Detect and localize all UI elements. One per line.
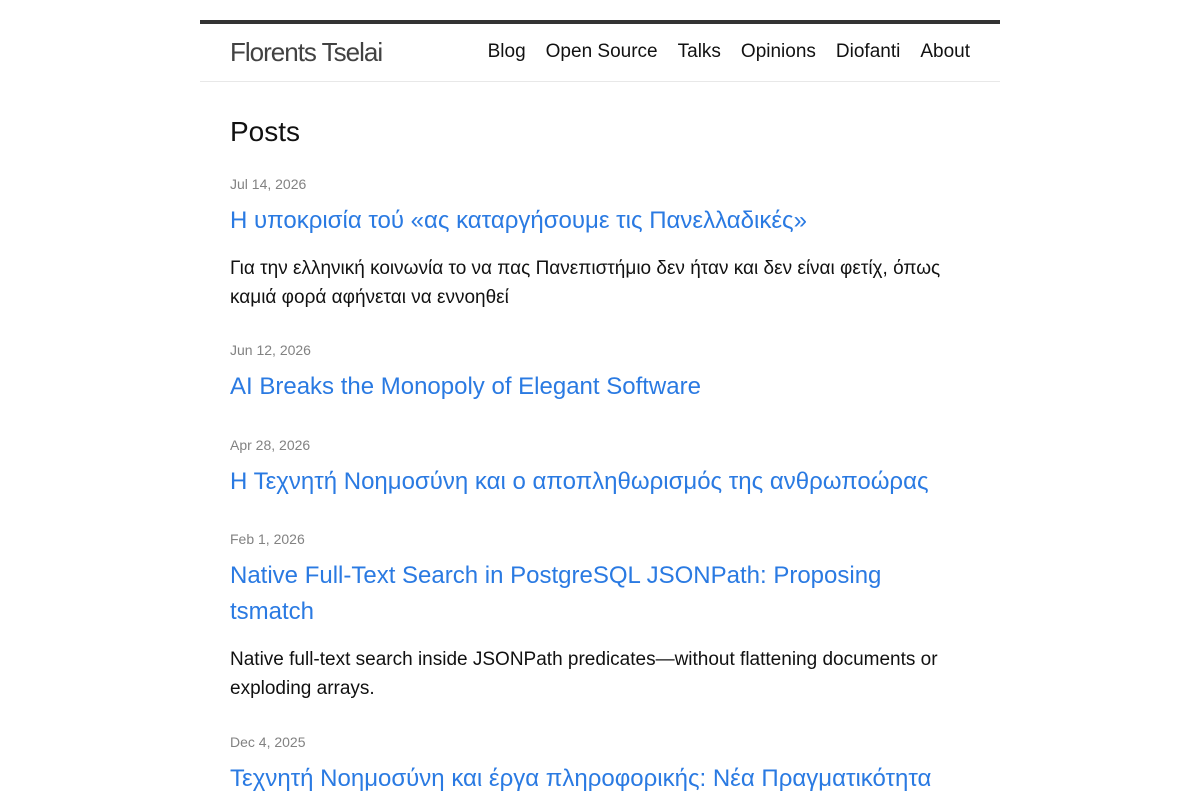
post-title-link[interactable]: Τεχνητή Νοημοσύνη και έργα πληροφορικής: Νέα Πραγματικότητα [230,765,932,792]
nav-link-opinions[interactable]: Opinions [740,41,816,62]
nav-link-blog[interactable]: Blog [487,41,526,62]
post-item [230,341,970,405]
post-date: Jul 14, 2026 [230,176,307,192]
post-title-link[interactable]: Η Τεχνητή Νοημοσύνη και ο αποπληθωρισμός της ανθρωποώρας [230,468,929,495]
site-header [200,24,1000,82]
post-item [230,175,970,312]
post-title-link[interactable]: Native Full-Text Search in PostgreSQL JSONPath: Proposing tsmatch [230,562,882,625]
post-item [230,733,970,797]
nav-link-talks[interactable]: Talks [677,41,721,62]
post-excerpt: Για την ελληνική κοινωνία το να πας Πανεπιστήμιο δεν ήταν και δεν είναι φετίχ, όπως καμιά φορά αφήνεται να εννοηθεί [230,258,941,308]
post-date: Dec 4, 2025 [230,734,306,750]
post-item [230,530,970,703]
site-title-link[interactable]: Florents Tselai [230,37,383,67]
post-date: Feb 1, 2026 [230,531,305,547]
page-title: Posts [230,116,301,147]
post-title-link[interactable]: AI Breaks the Monopoly of Elegant Software [230,373,701,400]
post-item [230,436,970,500]
post-title-link[interactable]: Η υποκρισία τού «ας καταργήσουμε τις Πανελλαδικές» [230,207,807,234]
post-date: Apr 28, 2026 [230,437,311,453]
nav-link-diofanti[interactable]: Diofanti [835,41,901,62]
main-nav [488,40,970,64]
post-excerpt: Native full-text search inside JSONPath predicates—without flattening documents or exploding arrays. [230,649,938,699]
nav-link-open-source[interactable]: Open Source [545,41,658,62]
nav-link-about[interactable]: About [920,41,970,62]
post-date: Jun 12, 2026 [230,342,311,358]
